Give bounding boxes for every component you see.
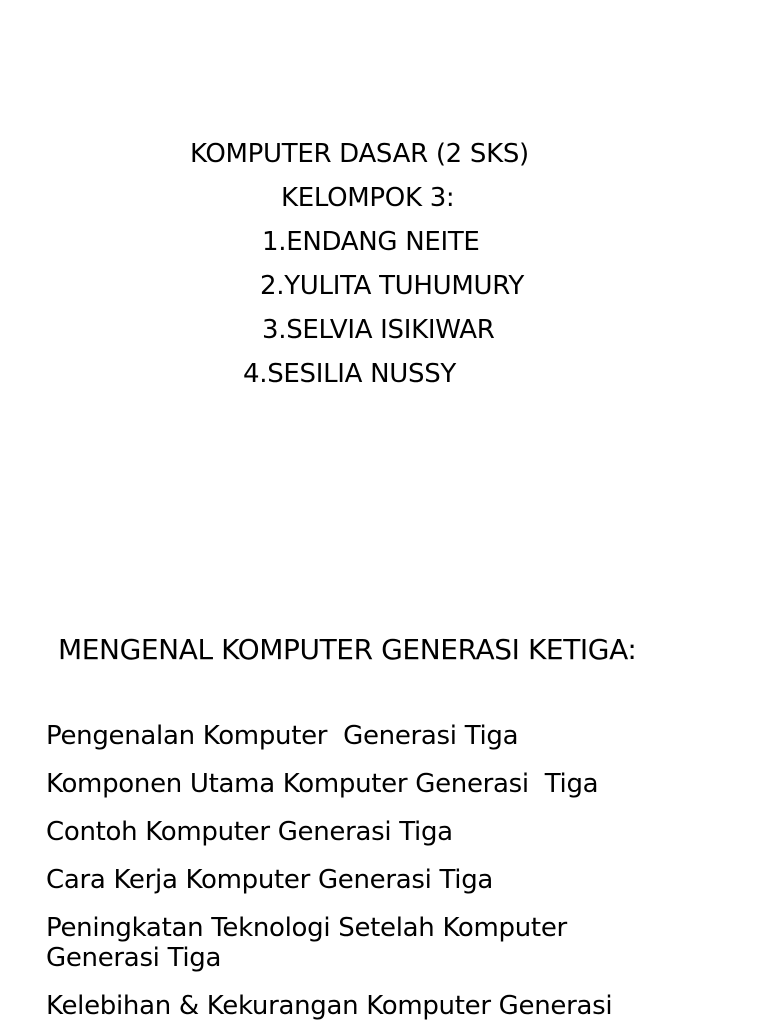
member-1: 1.ENDANG NEITE xyxy=(262,227,480,257)
course-title: KOMPUTER DASAR (2 SKS) xyxy=(190,139,529,169)
member-3: 3.SELVIA ISIKIWAR xyxy=(262,315,495,345)
topic-item: Pengenalan Komputer Generasi Tiga xyxy=(46,721,519,751)
member-2: 2.YULITA TUHUMURY xyxy=(260,271,524,301)
outline-slide xyxy=(0,560,768,1024)
member-4: 4.SESILIA NUSSY xyxy=(243,359,456,389)
topic-item: Peningkatan Teknologi Setelah Komputer Generasi Tiga xyxy=(46,913,575,973)
topic-list xyxy=(46,721,686,1024)
topic-item: Kelebihan & Kekurangan Komputer Generasi xyxy=(46,991,613,1021)
topic-item: Komponen Utama Komputer Generasi Tiga xyxy=(46,769,599,799)
topic-item: Contoh Komputer Generasi Tiga xyxy=(46,817,453,847)
slide-heading: MENGENAL KOMPUTER GENERASI KETIGA: xyxy=(58,633,637,666)
group-label: KELOMPOK 3: xyxy=(281,183,455,213)
topic-item: Cara Kerja Komputer Generasi Tiga xyxy=(46,865,494,895)
